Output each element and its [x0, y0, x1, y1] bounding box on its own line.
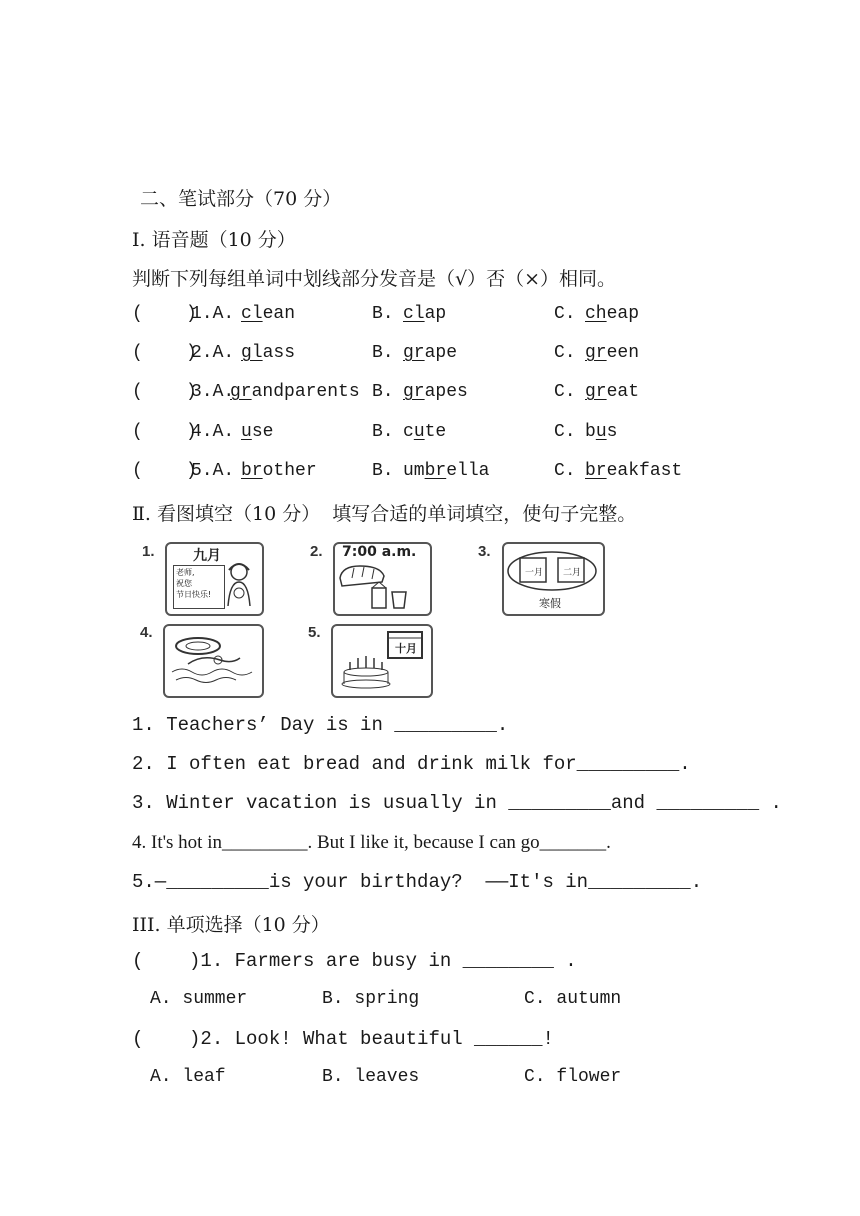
- calendar-month: 十月: [395, 642, 417, 655]
- breakfast-icon: [336, 560, 426, 610]
- answer-paren: ( ): [132, 461, 197, 481]
- option-c-word: [585, 382, 639, 402]
- option-c-word: [585, 304, 639, 324]
- underlined-letters: u: [413, 422, 425, 442]
- fill-sentence-3: 3. Winter vacation is usually in _________and _________ .: [132, 792, 782, 814]
- question-1-stem: ( )1. Farmers are busy in ________ .: [132, 950, 577, 972]
- option-b-label: B.: [372, 343, 394, 363]
- picture-month-label: 九月: [193, 548, 221, 564]
- option-c-label: C.: [554, 382, 576, 402]
- answer-paren: ( ): [132, 422, 197, 442]
- option-c-label: C.: [554, 461, 576, 481]
- picture-number: 2.: [310, 543, 323, 560]
- word-part: ap: [424, 304, 447, 324]
- option-c-word: [585, 343, 639, 363]
- option-b-word: [403, 461, 489, 481]
- word-part: eap: [606, 304, 640, 324]
- part1-instruction: 判断下列每组单词中划线部分发音是（√）否（×）相同。: [132, 268, 617, 290]
- option-c-word: [585, 461, 682, 481]
- option-b-word: [403, 382, 468, 402]
- option-b-word: [403, 304, 446, 324]
- option-c-label: C.: [554, 422, 576, 442]
- underlined-letters: cl: [403, 304, 425, 324]
- answer-paren: ( ): [132, 343, 197, 363]
- birthday-cake-icon: [338, 650, 394, 690]
- fill-sentence-1: 1. Teachers’ Day is in _________.: [132, 714, 509, 736]
- option-a-word: [230, 382, 360, 402]
- option-c-word: [585, 422, 617, 442]
- question-2-option-a: A. leaf: [150, 1067, 226, 1087]
- question-1-option-c: C. autumn: [524, 989, 622, 1009]
- option-b-label: B.: [372, 304, 394, 324]
- picture-number: 1.: [142, 543, 155, 560]
- question-1-option-a: A. summer: [150, 989, 248, 1009]
- calendar-month: 一月: [525, 568, 544, 578]
- picture-number: 4.: [140, 624, 153, 641]
- underlined-letters: u: [595, 422, 607, 442]
- picture-time-label: 7:00 a.m.: [342, 544, 417, 560]
- calendar-month: 二月: [563, 568, 582, 578]
- word-part: other: [262, 461, 317, 481]
- word-part: andparents: [251, 382, 360, 402]
- underlined-letters: gr: [585, 343, 607, 363]
- option-a-word: [241, 461, 317, 481]
- word-part: ella: [446, 461, 490, 481]
- picture-number: 5.: [308, 624, 321, 641]
- teacher-icon: [222, 560, 256, 608]
- question-number: 3.A.: [191, 382, 235, 402]
- word-part: c: [403, 422, 414, 442]
- calendar-pages-icon: [506, 550, 598, 592]
- board-line: 节日快乐!: [176, 590, 212, 599]
- word-part: eat: [606, 382, 640, 402]
- underlined-letters: gr: [585, 382, 607, 402]
- option-b-word: [403, 422, 446, 442]
- question-number: 4.A.: [191, 422, 235, 442]
- option-b-label: B.: [372, 461, 394, 481]
- word-part: apes: [424, 382, 468, 402]
- word-part: een: [606, 343, 640, 363]
- underlined-letters: br: [585, 461, 607, 481]
- answer-paren: ( ): [132, 304, 197, 324]
- word-part: b: [585, 422, 596, 442]
- option-a-word: [241, 343, 295, 363]
- question-2-option-c: C. flower: [524, 1067, 622, 1087]
- underlined-letters: gr: [403, 382, 425, 402]
- section-title: 二、笔试部分（70 分）: [140, 188, 342, 210]
- underlined-letters: gl: [241, 343, 263, 363]
- word-part: ean: [262, 304, 296, 324]
- word-part: ass: [262, 343, 296, 363]
- option-c-label: C.: [554, 343, 576, 363]
- question-number: 5.A.: [191, 461, 235, 481]
- option-b-label: B.: [372, 422, 394, 442]
- greeting-board: [173, 565, 225, 609]
- winter-vacation-label: 寒假: [539, 597, 561, 610]
- underlined-letters: br: [424, 461, 447, 481]
- option-b-word: [403, 343, 457, 363]
- word-part: um: [403, 461, 425, 481]
- question-2-stem: ( )2. Look! What beautiful ______!: [132, 1028, 554, 1050]
- part3-title: III. 单项选择（10 分）: [132, 914, 330, 936]
- part1-title: Ⅰ. 语音题（10 分）: [132, 229, 296, 251]
- option-c-label: C.: [554, 304, 576, 324]
- fill-sentence-2: 2. I often eat bread and drink milk for_________.: [132, 753, 691, 775]
- underlined-letters: br: [241, 461, 263, 481]
- underlined-letters: cl: [241, 304, 263, 324]
- board-line: 祝您: [176, 579, 192, 588]
- option-b-label: B.: [372, 382, 394, 402]
- answer-paren: ( ): [132, 382, 197, 402]
- word-part: s: [606, 422, 618, 442]
- option-a-word: [241, 304, 295, 324]
- word-part: ape: [424, 343, 458, 363]
- board-line: 老师,: [176, 568, 195, 577]
- option-a-word: [241, 422, 273, 442]
- swimming-icon: [168, 630, 256, 690]
- word-part: se: [251, 422, 274, 442]
- question-2-option-b: B. leaves: [322, 1067, 420, 1087]
- underlined-letters: ch: [585, 304, 607, 324]
- underlined-letters: gr: [230, 382, 252, 402]
- question-number: 1.A.: [191, 304, 235, 324]
- question-number: 2.A.: [191, 343, 235, 363]
- word-part: eakfast: [606, 461, 683, 481]
- fill-sentence-4: 4. It's hot in_________. But I like it, because I can go_______.: [132, 832, 611, 853]
- word-part: te: [424, 422, 447, 442]
- part2-title: Ⅱ. 看图填空（10 分） 填写合适的单词填空，使句子完整。: [132, 503, 637, 525]
- fill-sentence-5: 5.—_________is your birthday? ——It's in_________.: [132, 871, 703, 893]
- picture-number: 3.: [478, 543, 491, 560]
- underlined-letters: gr: [403, 343, 425, 363]
- underlined-letters: u: [241, 422, 252, 442]
- question-1-option-b: B. spring: [322, 989, 420, 1009]
